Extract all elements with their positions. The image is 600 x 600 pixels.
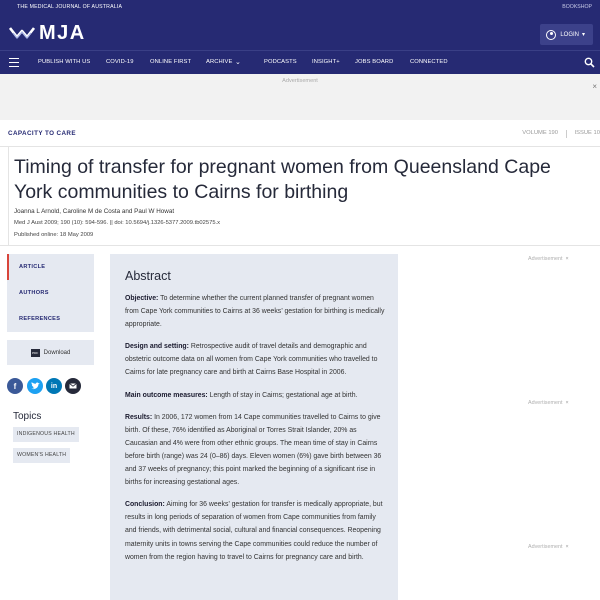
section-text: To determine whether the current planned transfer of pregnant women from Cape York communities to Cairns at 36 weeks’ gestation for birthing is medically appropriate.	[125, 295, 385, 329]
tab-references[interactable]	[7, 306, 94, 332]
topic-tag[interactable]: WOMEN'S HEALTH	[13, 448, 70, 463]
facebook-icon[interactable]: f	[7, 378, 23, 394]
nav-insight-plus[interactable]: INSIGHT+	[312, 59, 340, 65]
section-row	[0, 120, 600, 147]
main-nav	[0, 50, 600, 74]
abstract-section-results	[125, 411, 385, 490]
article-title: Timing of transfer for pregnant women from Queensland Cape York communities to Cairns for birthing	[14, 156, 551, 203]
logo-wordmark: MJA	[39, 21, 86, 44]
ad-label: Advertisement	[282, 78, 318, 84]
section-label: Objective:	[125, 295, 159, 302]
login-label: LOGIN	[560, 31, 579, 38]
user-icon	[546, 30, 556, 40]
nav-podcasts[interactable]: PODCASTS	[264, 59, 297, 65]
journal-name[interactable]: THE MEDICAL JOURNAL OF AUSTRALIA	[17, 4, 123, 10]
advertisement-banner	[0, 74, 600, 120]
section-label: Conclusion:	[125, 501, 165, 509]
volume-label[interactable]: VOLUME 190	[522, 130, 558, 136]
close-icon[interactable]: ×	[565, 256, 569, 262]
nav-publish-with-us[interactable]: PUBLISH WITH US	[38, 59, 91, 65]
pdf-icon: PDF	[32, 350, 39, 355]
tab-label: REFERENCES	[19, 316, 61, 322]
abstract-panel	[110, 254, 398, 600]
email-icon[interactable]	[65, 378, 81, 394]
hamburger-icon[interactable]	[9, 58, 19, 67]
nav-online-first[interactable]: ONLINE FIRST	[150, 59, 192, 65]
article-tabs	[7, 254, 94, 332]
article-citation: Med J Aust 2009; 190 (10): 594-596. || doi: 10.5694/j.1326-5377.2009.tb02575.x	[14, 220, 221, 226]
download-label: Download	[43, 349, 71, 356]
section-text: In 2006, 172 women from 14 Cape communities travelled to Cairns to give birth. Of these, 76% identified as Aboriginal or Torres Strait Islander, 20% as Caucasian and 4% were from other ethnic groups. The mean time of stay in Cairns before birth (range) was 24 (0–86) days. Eleven women (6%) gave birth between 36 and 37 weeks of pregnancy; this point marked the beginning of a significant rise in births for increasing gestational ages.	[125, 413, 382, 487]
abstract-body	[125, 292, 385, 573]
top-strip	[0, 0, 600, 16]
divider	[0, 245, 600, 246]
ad-label: Advertisement	[528, 400, 563, 406]
close-icon[interactable]: ×	[565, 400, 569, 406]
divider	[566, 130, 567, 138]
article-header	[8, 147, 600, 245]
abstract-section-objective	[125, 292, 385, 331]
ad-label: Advertisement	[528, 256, 563, 262]
section-text: Aiming for 36 weeks’ gestation for transfer is medically appropriate, but results in long periods of separation of women from Cape communities from family and friends, with detrimental social, cultural and financial consequences. Reopening maternity units in towns serving the Cape communities could reduce the number of women from the region having to travel to Cairns for pregnancy care and birth.	[125, 501, 383, 561]
linkedin-icon[interactable]: in	[46, 378, 62, 394]
nav-connected[interactable]: CONNECTED	[410, 59, 448, 65]
close-icon[interactable]: ×	[592, 82, 597, 91]
close-icon[interactable]: ×	[565, 544, 569, 550]
topic-tag[interactable]: INDIGENOUS HEALTH	[13, 427, 79, 442]
tab-label: AUTHORS	[19, 290, 49, 296]
abstract-section-conclusion	[125, 498, 385, 563]
nav-archive[interactable]: ARCHIVE	[206, 59, 233, 65]
topics-heading: Topics	[13, 411, 42, 422]
article-authors[interactable]: Joanna L Arnold, Caroline M de Costa and Paul W Howat	[14, 208, 175, 215]
abstract-section-design	[125, 340, 385, 379]
mja-logo-icon	[9, 25, 35, 41]
section-label: Results:	[125, 413, 153, 421]
advertisement-label	[528, 544, 569, 550]
section-label: Main outcome measures:	[125, 391, 208, 399]
twitter-icon[interactable]	[27, 378, 43, 394]
published-date: Published online: 18 May 2009	[14, 232, 94, 238]
tab-authors[interactable]	[7, 280, 94, 306]
mja-logo[interactable]	[9, 22, 86, 44]
abstract-section-outcome-measures	[125, 389, 385, 402]
advertisement-label	[528, 256, 569, 262]
chevron-down-icon[interactable]: ⌄	[235, 59, 241, 66]
download-button[interactable]	[7, 340, 94, 365]
section-text: Length of stay in Cairns; gestational age at birth.	[209, 391, 358, 399]
login-button[interactable]	[540, 24, 593, 45]
brand-bar	[0, 16, 600, 50]
abstract-title: Abstract	[125, 269, 171, 283]
chevron-down-icon: ▾	[581, 32, 585, 38]
ad-label: Advertisement	[528, 544, 563, 550]
section-label[interactable]: CAPACITY TO CARE	[8, 130, 76, 137]
advertisement-label	[528, 400, 569, 406]
section-text: Retrospective audit of travel details and demographic and obstetric outcome data on all women from Cape York communities who travelled to Cairns for late pregnancy care and birth at Cairns Base Hospital in 2006.	[125, 343, 378, 377]
bookshop-link[interactable]: BOOKSHOP	[562, 4, 592, 10]
issue-label[interactable]: ISSUE 10	[574, 130, 600, 136]
search-icon[interactable]	[584, 57, 595, 68]
nav-jobs-board[interactable]: JOBS BOARD	[355, 59, 394, 65]
section-label: Design and setting:	[125, 343, 189, 351]
tab-label: ARTICLE	[19, 264, 46, 270]
tab-article[interactable]	[7, 254, 94, 280]
nav-covid-19[interactable]: COVID-19	[106, 59, 134, 65]
